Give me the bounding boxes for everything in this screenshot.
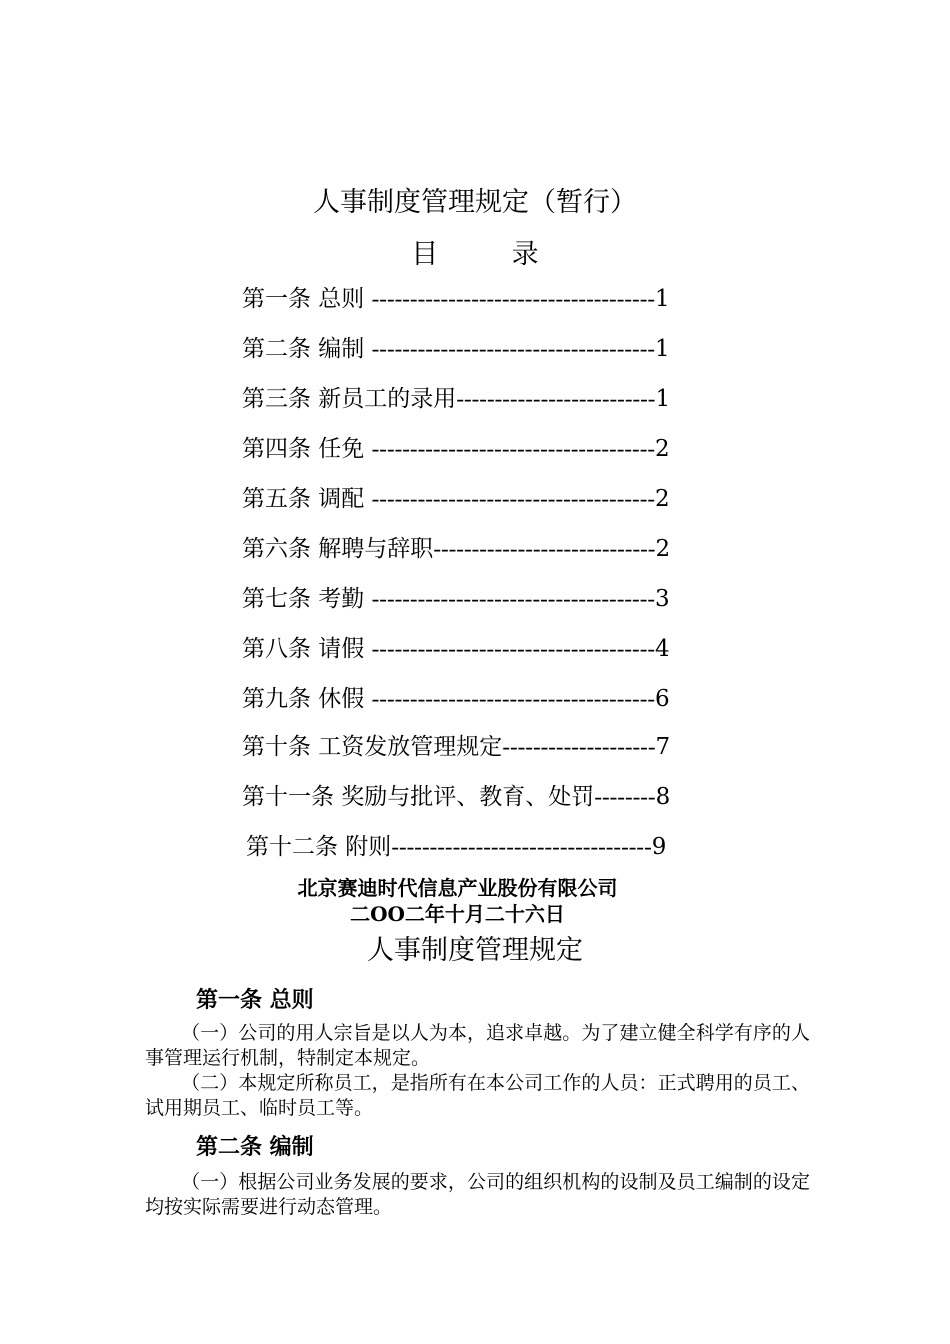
toc-entry-leader: -------- [594, 784, 656, 809]
paragraph: （一）根据公司业务发展的要求，公司的组织机构的设制及员工编制的设定均按实际需要进行动态管理。 [145, 1171, 810, 1218]
toc-entry-leader: ------------------------------------- [371, 436, 656, 461]
paragraph: （一）公司的用人宗旨是以人为本，追求卓越。为了建立健全科学有序的人事管理运行机制，特制定本规定。 [145, 1022, 810, 1069]
toc-entry[interactable] [242, 434, 670, 464]
issue-date: 二OO二年十月二十六日 [350, 902, 565, 926]
toc-entry-page: 4 [655, 636, 670, 662]
toc-entry[interactable] [242, 782, 670, 812]
paragraph: （二）本规定所称员工，是指所有在本公司工作的人员：正式聘用的员工、试用期员工、临时员工等。 [145, 1072, 810, 1119]
toc-heading: 目 录 [411, 239, 572, 270]
toc-entry-label: 第十二条 附则 [246, 834, 392, 860]
toc-entry[interactable] [242, 534, 670, 564]
section-heading: 第二条 编制 [196, 1134, 314, 1160]
toc-entry-page: 3 [655, 586, 670, 612]
toc-entry-label: 第四条 任免 [242, 436, 372, 462]
toc-entry-page: 2 [655, 536, 671, 562]
toc-entry-leader: ------------------------------------- [371, 286, 656, 311]
toc-entry[interactable] [242, 334, 670, 364]
toc-entry-label: 第五条 调配 [242, 486, 372, 512]
section-heading: 第一条 总则 [196, 987, 314, 1013]
company-name: 北京赛迪时代信息产业股份有限公司 [297, 876, 618, 900]
toc-entry-label: 第十一条 奖励与批评、教育、处罚 [242, 784, 595, 810]
toc-entry-leader: -------------------- [502, 734, 656, 759]
toc-entry[interactable] [242, 484, 670, 514]
toc-entry-page: 7 [655, 734, 671, 760]
toc-entry-page: 1 [655, 336, 670, 362]
toc-entry[interactable] [246, 832, 666, 862]
toc-entry-page: 1 [655, 386, 671, 412]
toc-entry-leader: ------------------------------------- [371, 486, 656, 511]
toc-entry[interactable] [242, 284, 670, 314]
toc-entry[interactable] [242, 634, 670, 664]
toc-entry-label: 第九条 休假 [242, 686, 372, 712]
toc-entry-label: 第六条 解聘与辞职 [242, 536, 434, 562]
toc-entry-leader: -------------------------- [456, 386, 656, 411]
toc-entry-page: 6 [655, 686, 670, 712]
toc-entry-page: 8 [655, 784, 671, 810]
toc-entry-label: 第二条 编制 [242, 336, 372, 362]
toc-entry-label: 第八条 请假 [242, 636, 372, 662]
toc-entry-page: 2 [655, 436, 670, 462]
toc-entry-leader: ---------------------------------- [391, 834, 652, 859]
body-title: 人事制度管理规定 [367, 935, 583, 966]
toc-entry[interactable] [242, 584, 670, 614]
toc-entry-leader: ------------------------------------- [371, 586, 656, 611]
toc-entry[interactable] [242, 384, 670, 414]
toc-entry-leader: ------------------------------------- [371, 686, 656, 711]
toc-entry-label: 第七条 考勤 [242, 586, 372, 612]
toc-entry-leader: ------------------------------------- [371, 636, 656, 661]
toc-entry-label: 第三条 新员工的录用 [242, 386, 457, 412]
toc-entry-label: 第一条 总则 [242, 286, 372, 312]
toc-entry-leader: ------------------------------------- [371, 336, 656, 361]
toc-entry-label: 第十条 工资发放管理规定 [242, 734, 503, 760]
toc-entry-page: 1 [655, 286, 670, 312]
toc-entry[interactable] [242, 732, 670, 762]
toc-entry-leader: ----------------------------- [433, 536, 656, 561]
toc-entry-page: 2 [655, 486, 670, 512]
cover-title: 人事制度管理规定（暂行） [313, 187, 637, 218]
toc-entry[interactable] [242, 684, 670, 714]
toc-entry-page: 9 [651, 834, 667, 860]
